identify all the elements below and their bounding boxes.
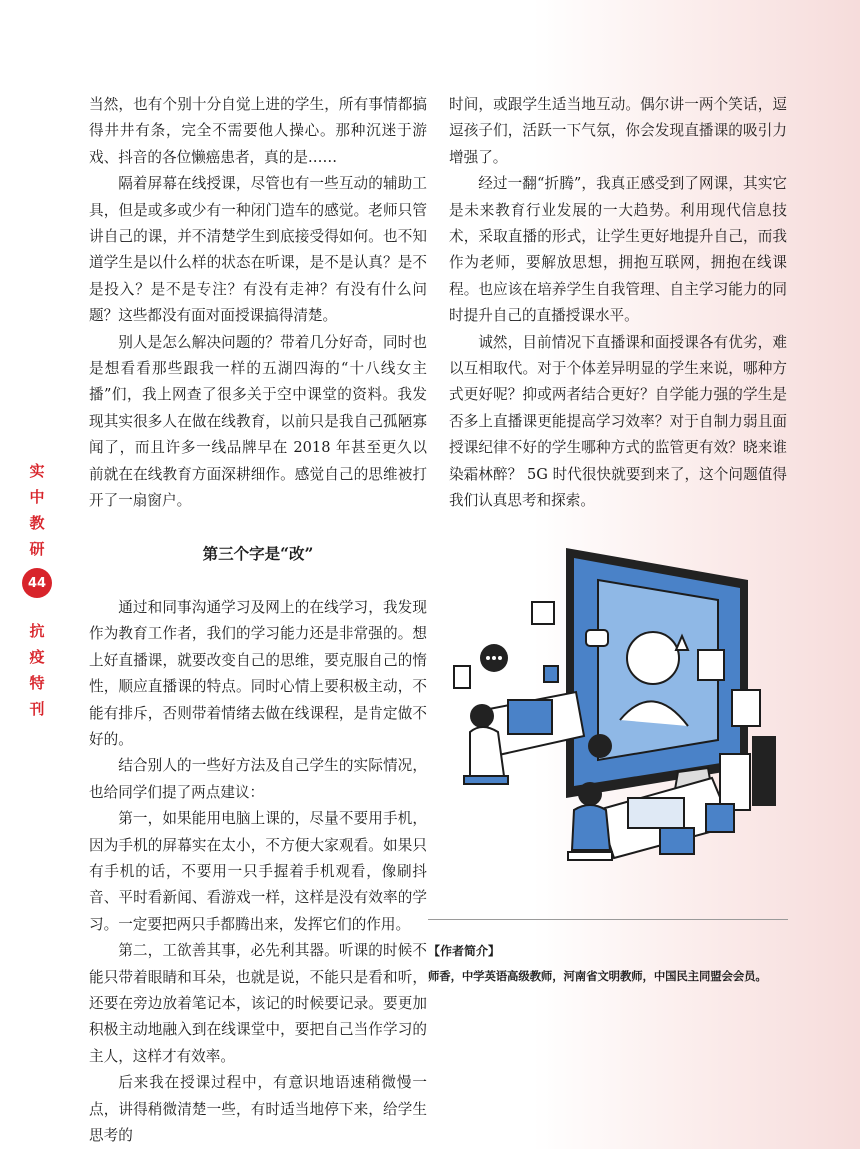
paragraph: 经过一翻“折腾”，我真正感受到了网课，其实它是未来教育行业发展的一大趋势。利用现代信息技术，采取直播的形式，让学生更好地提升自己，而我作为老师，要解放思想，拥抱互联网，拥抱在线课程。也应该在培养学生自我管理、自主学习能力的同时提升自己的直播授课水平。 <box>449 175 787 325</box>
journal-char: 中 <box>29 488 45 506</box>
student-body <box>572 805 610 850</box>
bio-divider <box>428 919 788 920</box>
student-head <box>578 782 602 806</box>
author-bio-title: 【作者简介】 <box>428 944 501 958</box>
briefcase-icon <box>660 828 694 854</box>
sticky-note-icon <box>732 690 760 726</box>
worksheet <box>628 798 684 828</box>
teacher-face <box>627 632 679 684</box>
paragraph: 第二，工欲善其事，必先利其器。听课的时候不能只带着眼睛和耳朵，也就是说，不能只是看和听，还要在旁边放着笔记本，该记的时候要记录。要更加积极主动地融入到在线课堂中，要把自己当作学习的主人，这样才有效率。 <box>89 942 427 1065</box>
chat-bubble-icon <box>586 630 608 646</box>
special-char: 疫 <box>29 648 45 666</box>
document-icon <box>698 650 724 680</box>
cup-icon <box>544 666 558 682</box>
journal-char: 研 <box>29 540 45 558</box>
paragraph: 诚然，目前情况下直播课和面授课各有优劣，难以互相取代。对于个体差异明显的学生来说，哪种方式更好呢？抑或两者结合更好？自学能力强的学生是否多上直播课更能提高学习效率？对于自制力弱且面授课纪律不好的学生哪种方式的监管更有效？晓来谁染霜林醉？ 5G 时代很快就要到来了，这个问题值得我们认真思考和探索。 <box>449 333 787 510</box>
bottle-icon <box>706 804 734 832</box>
online-class-illustration <box>448 540 788 882</box>
paragraph: 当然，也有个别十分自觉上进的学生，所有事情都搞得井井有条，完全不需要他人操心。那种沉迷于游戏、抖音的各位懒癌患者，真的是…… <box>89 96 427 166</box>
chair <box>464 776 508 784</box>
chat-dots-icon <box>588 734 612 758</box>
section-title: 第三个字是“改” <box>202 543 314 563</box>
page-icon <box>454 666 470 688</box>
paragraph: 时间，或跟学生适当地互动。偶尔讲一两个笑话，逗逗孩子们，活跃一下气氛，你会发现直播课的吸引力增强了。 <box>449 96 787 166</box>
author-bio-text: 师香，中学英语高级教师，河南省文明教师，中国民主同盟会会员。 <box>428 969 767 983</box>
special-char: 刊 <box>29 700 45 718</box>
bookshelf <box>752 736 776 806</box>
journal-name-vertical <box>22 458 52 562</box>
paragraph: 结合别人的一些好方法及自己学生的实际情况，也给同学们提了两点建议： <box>89 757 427 801</box>
laptop-screen <box>508 700 552 734</box>
paragraph: 通过和同事沟通学习及网上的在线学习，我发现作为教育工作者，我们的学习能力还是非常强的。想上好直播课，就要改变自己的思维，要克服自己的惰性，顺应直播课的特点。同时心情上要积极主动，不能有排斥，否则带着情绪去做在线课程，是肯定做不好的。 <box>89 598 427 748</box>
server-box <box>720 754 750 810</box>
page-number-badge: 44 <box>22 568 52 598</box>
right-column <box>449 92 787 515</box>
chair <box>568 852 612 860</box>
student-body <box>470 727 504 776</box>
left-column <box>89 92 427 1149</box>
journal-char: 教 <box>29 514 45 532</box>
paragraph: 别人是怎么解决问题的？带着几分好奇，同时也是想看看那些跟我一样的五湖四海的“十八线女主播”们，我上网查了很多关于空中课堂的资料。我发现其实很多人在做在线教育，以前只是我自己孤陋寡闻了，而且许多一线品牌早在 2018 年甚至更久以前就在在线教育方面深耕细作。感觉自己的思维被打开了一扇窗户。 <box>89 333 427 510</box>
paragraph: 后来我在授课过程中，有意识地语速稍微慢一点，讲得稍微清楚一些，有时适当地停下来，给学生思考的 <box>89 1074 427 1145</box>
paragraph: 第一，如果能用电脑上课的，尽量不要用手机，因为手机的屏幕实在太小，不方便大家观看。如果只有手机的话，不要用一只手握着手机观看，像刷抖音、平时看新闻、看游戏一样，这样是没有效率的学习。一定要把两只手都腾出来，发挥它们的作用。 <box>89 810 427 933</box>
special-char: 特 <box>29 674 45 692</box>
journal-char: 实 <box>29 462 45 480</box>
note-card-icon <box>532 602 554 624</box>
special-issue-vertical <box>22 618 52 722</box>
student-head <box>470 704 494 728</box>
paragraph: 隔着屏幕在线授课，尽管也有一些互动的辅助工具，但是或多或少有一种闭门造车的感觉。老师只管讲自己的课，并不清楚学生到底接受得如何。也不知道学生是以什么样的状态在听课，是不是认真？是不是投入？是不是专注？有没有走神？有没有什么问题？这些都没有面对面授课搞得清楚。 <box>89 175 427 325</box>
special-char: 抗 <box>29 622 45 640</box>
